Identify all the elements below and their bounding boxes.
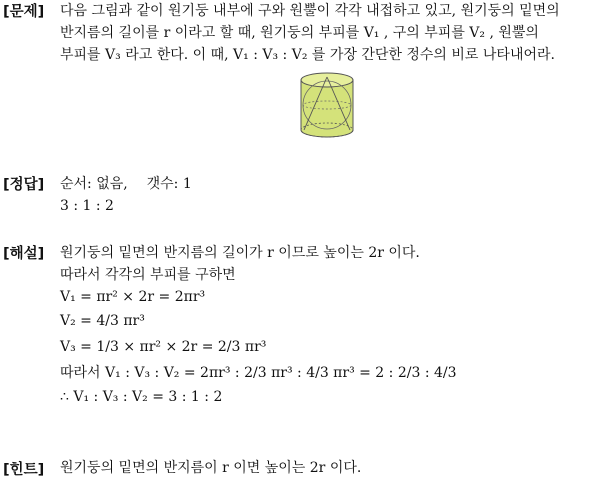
solution-line-2: 따라서 각각의 부피를 구하면 bbox=[60, 267, 236, 283]
solution-line-3: V₁ = πr² × 2r = 2πr³ bbox=[60, 289, 206, 305]
problem-line-2: 반지름의 길이를 r 이라고 할 때, 원기둥의 부피를 V₁ , 구의 부피를 V₂ , 원뿔의 bbox=[60, 25, 539, 41]
solution-line-5: V₃ = 1/3 × πr² × 2r = 2/3 πr³ bbox=[60, 339, 267, 355]
answer-meta bbox=[60, 173, 587, 195]
problem-line-1: 다음 그림과 같이 원기둥 내부에 구와 원뿔이 각각 내접하고 있고, 원기둥의 밑면의 bbox=[60, 3, 560, 19]
solution-line-6: 따라서 V₁ : V₃ : V₂ = 2πr³ : 2/3 πr³ : 4/3 πr³ = 2 : 2/3 : 4/3 bbox=[60, 365, 457, 381]
hint-text: 원기둥의 밑면의 반지름이 r 이면 높이는 2r 이다. bbox=[60, 460, 362, 476]
cylinder-figure bbox=[300, 72, 354, 138]
answer-tag: [정답] bbox=[3, 177, 45, 193]
solution-line-7: ∴ V₁ : V₃ : V₂ = 3 : 1 : 2 bbox=[60, 389, 223, 405]
answer-count: 갯수: 1 bbox=[146, 176, 192, 192]
solution-line-1: 원기둥의 밑면의 반지름의 길이가 r 이므로 높이는 2r 이다. bbox=[60, 245, 420, 261]
answer-order: 순서: 없음, bbox=[60, 176, 128, 192]
cylinder-sphere-cone-icon bbox=[300, 72, 354, 138]
problem-line-3: 부피를 V₃ 라고 한다. 이 때, V₁ : V₃ : V₂ 를 가장 간단한 정수의 비로 나타내어라. bbox=[60, 47, 555, 63]
solution-line-4: V₂ = 4/3 πr³ bbox=[60, 313, 145, 329]
solution-tag: [해설] bbox=[3, 246, 45, 262]
answer-value: 3 : 1 : 2 bbox=[60, 198, 114, 214]
problem-tag: [문제] bbox=[3, 4, 45, 20]
hint-tag: [힌트] bbox=[3, 462, 45, 478]
